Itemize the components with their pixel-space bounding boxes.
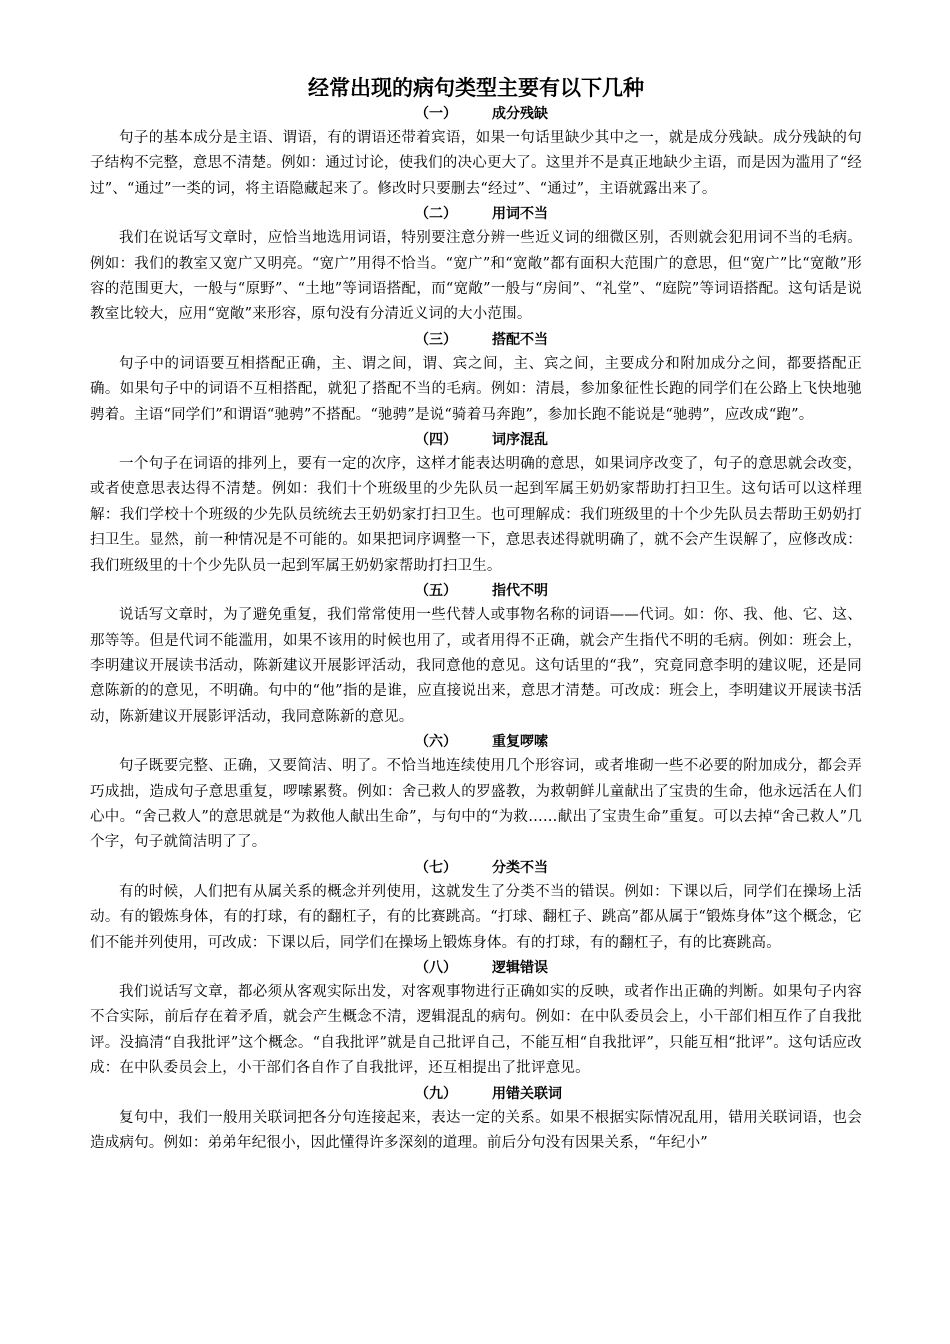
section-number: （九） — [415, 1085, 457, 1102]
section-paragraph: 句子中的词语要互相搭配正确，主、谓之间，谓、宾之间，主、宾之间，主要成分和附加成分之间，都要搭配正确。如果句子中的词语不互相搭配，就犯了搭配不当的毛病。例如：清晨，参加象征性长跑的同学们在公路上飞快地驰骋着。主语“同学们”和谓语“驰骋”不搭配。“驰骋”是说“骑着马奔跑”，参加长跑不能说是“驰骋”，应改成“跑”。 — [90, 355, 862, 423]
section-heading — [90, 102, 862, 126]
section-1 — [90, 102, 862, 202]
section-heading — [90, 956, 862, 980]
section-number: （七） — [415, 859, 457, 876]
section-paragraph: 复句中，我们一般用关联词把各分句连接起来，表达一定的关系。如果不根据实际情况乱用，错用关联词语，也会造成病句。例如：弟弟年纪很小，因此懂得许多深刻的道理。前后分句没有因果关系，“年纪小” — [90, 1109, 862, 1151]
section-title: 指代不明 — [492, 583, 548, 600]
section-number: （六） — [415, 734, 457, 751]
section-heading — [90, 328, 862, 352]
section-number: （八） — [415, 959, 457, 976]
section-paragraph: 说话写文章时，为了避免重复，我们常常使用一些代替人或事物名称的词语——代词。如：你、我、他、它、这、那等等。但是代词不能滥用，如果不该用的时候也用了，或者用得不正确，就会产生指代不明的毛病。例如：班会上，李明建议开展读书活动，陈新建议开展影评活动，我同意他的意见。这句话里的“我”，究竟同意李明的建议呢，还是同意陈新的的意见，不明确。句中的“他”指的是谁，应直接说出来，意思才清楚。可改成：班会上，李明建议开展读书活动，陈新建议开展影评活动，我同意陈新的意见。 — [90, 607, 862, 725]
section-title: 用错关联词 — [492, 1085, 562, 1102]
section-heading — [90, 579, 862, 603]
section-title: 逻辑错误 — [492, 959, 548, 976]
section-title: 分类不当 — [492, 859, 548, 876]
section-number: （二） — [415, 206, 457, 223]
section-heading — [90, 202, 862, 226]
section-paragraph: 我们在说话写文章时，应恰当地选用词语，特别要注意分辨一些近义词的细微区别，否则就会犯用词不当的毛病。例如：我们的教室又宽广又明亮。“宽广”用得不恰当。“宽广”和“宽敞”都有面积大范围广的意思，但“宽广”比“宽敞”形容的范围更大，一般与“原野”、“土地”等词语搭配，而“宽敞”一般与“房间”、“礼堂”、“庭院”等词语搭配。这句话是说教室比较大，应用“宽敞”来形容，原句没有分清近义词的大小范围。 — [90, 230, 862, 323]
section-paragraph: 句子既要完整、正确，又要简洁、明了。不恰当地连续使用几个形容词，或者堆砌一些不必要的附加成分，都会弄巧成拙，造成句子意思重复，啰嗦累赘。例如：舍己救人的罗盛教，为救朝鲜儿童献出了宝贵的生命，他永远活在人们心中。“舍己救人”的意思就是“为救他人献出生命”，与句中的“为救……献出了宝贵生命”重复。可以去掉“舍己救人”几个字，句子就简洁明了了。 — [90, 758, 862, 851]
section-7 — [90, 856, 862, 956]
document-title: 经常出现的病句类型主要有以下几种 — [308, 76, 644, 100]
section-heading — [90, 730, 862, 754]
section-5 — [90, 579, 862, 730]
section-number: （五） — [415, 583, 457, 600]
document-page — [90, 74, 862, 1156]
section-title: 用词不当 — [492, 206, 548, 223]
section-title: 词序混乱 — [492, 432, 548, 449]
section-9 — [90, 1082, 862, 1157]
section-number: （一） — [415, 106, 457, 122]
section-title: 重复啰嗦 — [492, 734, 548, 751]
section-paragraph: 一个句子在词语的排列上，要有一定的次序，这样才能表达明确的意思，如果词序改变了，句子的意思就会改变，或者使意思表达得不清楚。例如：我们十个班级里的少先队员一起到军属王奶奶家帮助打扫卫生。这句话可以这样理解：我们学校十个班级的少先队员统统去王奶奶家打扫卫生。也可理解成：我们班级里的十个少先队员去帮助王奶奶打扫卫生。显然，前一种情况是不可能的。如果把词序调整一下，意思表述得就明确了，就不会产生误解了，应修改成：我们班级里的十个少先队员一起到军属王奶奶家帮助打扫卫生。 — [90, 456, 862, 574]
section-heading — [90, 428, 862, 452]
section-8 — [90, 956, 862, 1082]
section-title: 搭配不当 — [492, 331, 548, 348]
section-3 — [90, 328, 862, 428]
section-number: （四） — [415, 432, 457, 449]
section-paragraph: 句子的基本成分是主语、谓语，有的谓语还带着宾语，如果一句话里缺少其中之一，就是成分残缺。成分残缺的句子结构不完整，意思不清楚。例如：通过讨论，使我们的决心更大了。这里并不是真正地缺少主语，而是因为滥用了“经过”、“通过”一类的词，将主语隐藏起来了。修改时只要删去“经过”、“通过”，主语就露出来了。 — [90, 130, 863, 197]
section-title: 成分残缺 — [492, 106, 548, 122]
section-number: （三） — [415, 331, 457, 348]
section-6 — [90, 730, 862, 856]
section-heading — [90, 856, 862, 880]
section-paragraph: 有的时候，人们把有从属关系的概念并列使用，这就发生了分类不当的错误。例如：下课以后，同学们在操场上活动。有的锻炼身体，有的打球，有的翻杠子，有的比赛跳高。“打球、翻杠子、跳高”都从属于“锻炼身体”这个概念，它们不能并列使用，可改成：下课以后，同学们在操场上锻炼身体。有的打球，有的翻杠子，有的比赛跳高。 — [90, 883, 862, 951]
section-2 — [90, 202, 862, 328]
section-heading — [90, 1082, 862, 1106]
section-paragraph: 我们说话写文章，都必须从客观实际出发，对客观事物进行正确如实的反映，或者作出正确的判断。如果句子内容不合实际，前后存在着矛盾，就会产生概念不清，逻辑混乱的病句。例如：在中队委员会上，小干部们相互作了自我批评。没搞清“自我批评”这个概念。“自我批评”就是自己批评自己，不能互相“自我批评”，只能互相“批评”。这句话应改成：在中队委员会上，小干部们各自作了自我批评，还互相提出了批评意见。 — [90, 983, 862, 1077]
section-4 — [90, 428, 862, 579]
